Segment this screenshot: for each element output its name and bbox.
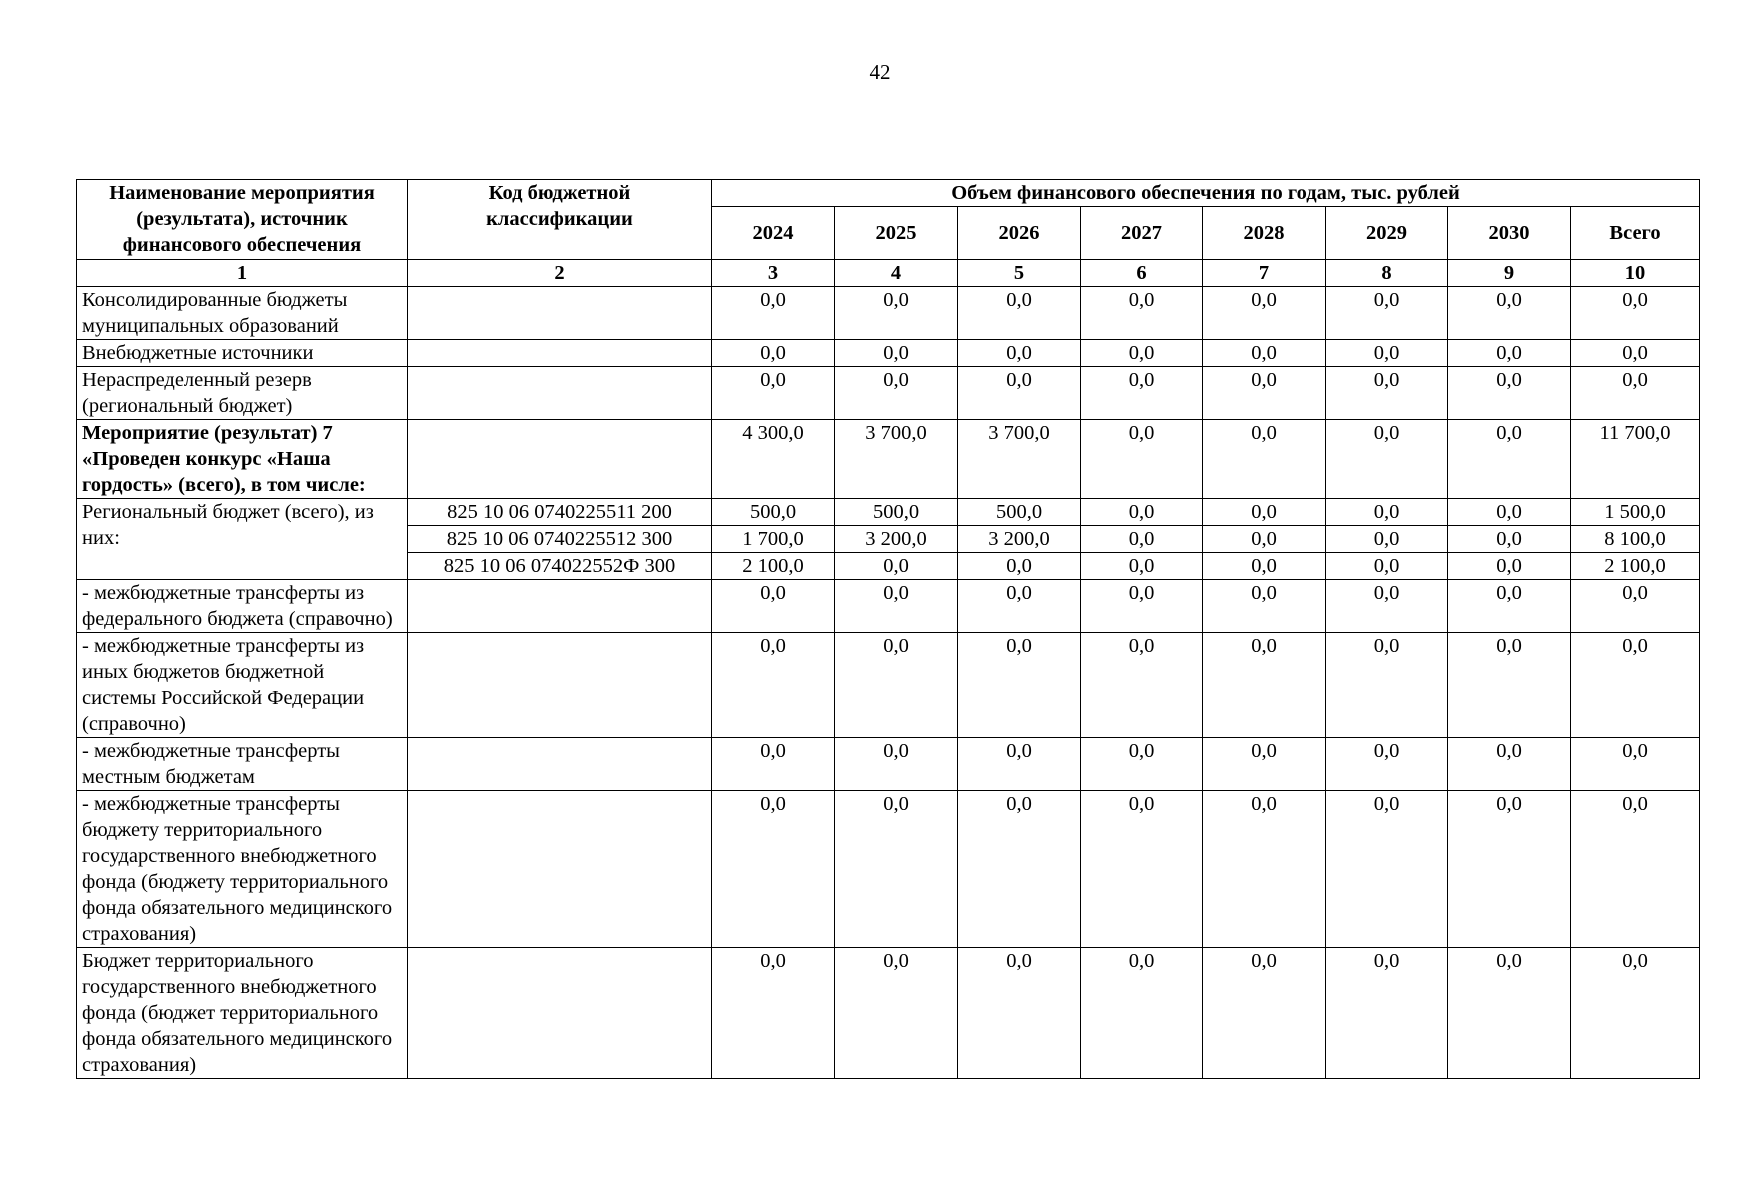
value-cell: 0,0 — [835, 287, 958, 340]
value-cell: 0,0 — [958, 340, 1081, 367]
value-cell: 500,0 — [958, 499, 1081, 526]
value-cell: 1 700,0 — [712, 526, 835, 553]
value-cell: 0,0 — [1326, 499, 1448, 526]
value-cell: 0,0 — [1081, 791, 1203, 948]
value-cell: 0,0 — [712, 367, 835, 420]
value-cell: 0,0 — [1448, 738, 1571, 791]
value-cell: 0,0 — [1081, 553, 1203, 580]
row-code: 825 10 06 0740225512 300 — [408, 526, 712, 553]
value-cell: 0,0 — [1081, 287, 1203, 340]
value-cell: 2 100,0 — [712, 553, 835, 580]
value-cell: 0,0 — [1203, 791, 1326, 948]
value-cell: 0,0 — [712, 287, 835, 340]
column-number: 10 — [1571, 260, 1700, 287]
value-cell: 0,0 — [712, 791, 835, 948]
table-row — [77, 580, 1700, 633]
header-total: Всего — [1571, 207, 1700, 260]
value-cell: 0,0 — [1081, 526, 1203, 553]
value-cell: 0,0 — [958, 580, 1081, 633]
value-cell: 0,0 — [958, 367, 1081, 420]
row-name: Региональный бюджет (всего), из них: — [77, 499, 408, 580]
value-cell: 0,0 — [1081, 633, 1203, 738]
value-cell: 0,0 — [835, 340, 958, 367]
row-code — [408, 367, 712, 420]
value-cell: 0,0 — [835, 791, 958, 948]
column-number: 3 — [712, 260, 835, 287]
value-cell: 0,0 — [1081, 580, 1203, 633]
value-cell: 0,0 — [1326, 791, 1448, 948]
total-cell: 0,0 — [1571, 367, 1700, 420]
value-cell: 0,0 — [1203, 553, 1326, 580]
value-cell: 0,0 — [835, 948, 958, 1079]
row-name: - межбюджетные трансферты из иных бюджетов бюджетной системы Российской Федерации (справочно) — [77, 633, 408, 738]
value-cell: 0,0 — [1203, 499, 1326, 526]
value-cell: 0,0 — [835, 367, 958, 420]
value-cell: 0,0 — [1081, 499, 1203, 526]
row-name: Консолидированные бюджеты муниципальных образований — [77, 287, 408, 340]
value-cell: 0,0 — [835, 580, 958, 633]
total-cell: 11 700,0 — [1571, 420, 1700, 499]
row-name: - межбюджетные трансферты из федерального бюджета (справочно) — [77, 580, 408, 633]
value-cell: 0,0 — [958, 791, 1081, 948]
value-cell: 0,0 — [958, 553, 1081, 580]
header-year-2028: 2028 — [1203, 207, 1326, 260]
value-cell: 500,0 — [712, 499, 835, 526]
value-cell: 0,0 — [1326, 367, 1448, 420]
column-number: 6 — [1081, 260, 1203, 287]
value-cell: 0,0 — [1326, 633, 1448, 738]
value-cell: 0,0 — [1203, 287, 1326, 340]
value-cell: 0,0 — [1448, 499, 1571, 526]
row-name: - межбюджетные трансферты бюджету территориального государственного внебюджетного фонда (бюджету территориального фонда обязательного медицинского страхования) — [77, 791, 408, 948]
total-cell: 0,0 — [1571, 340, 1700, 367]
table-header — [77, 180, 1700, 287]
total-cell: 0,0 — [1571, 580, 1700, 633]
total-cell: 0,0 — [1571, 287, 1700, 340]
value-cell: 0,0 — [1448, 948, 1571, 1079]
total-cell: 8 100,0 — [1571, 526, 1700, 553]
row-code — [408, 738, 712, 791]
row-name: Бюджет территориального государственного внебюджетного фонда (бюджет территориального фонда обязательного медицинского страхования) — [77, 948, 408, 1079]
header-year-2029: 2029 — [1326, 207, 1448, 260]
value-cell: 0,0 — [1448, 367, 1571, 420]
total-cell: 0,0 — [1571, 791, 1700, 948]
value-cell: 0,0 — [1203, 633, 1326, 738]
total-cell: 0,0 — [1571, 738, 1700, 791]
table-row — [77, 340, 1700, 367]
value-cell: 0,0 — [1448, 553, 1571, 580]
column-number: 2 — [408, 260, 712, 287]
value-cell: 0,0 — [1326, 526, 1448, 553]
value-cell: 0,0 — [712, 580, 835, 633]
value-cell: 0,0 — [1326, 420, 1448, 499]
value-cell: 0,0 — [1081, 738, 1203, 791]
row-code: 825 10 06 0740225511 200 — [408, 499, 712, 526]
table-body — [77, 287, 1700, 1079]
column-number: 7 — [1203, 260, 1326, 287]
header-name: Наименование мероприятия (результата), источник финансового обеспечения — [77, 180, 408, 260]
value-cell: 0,0 — [712, 948, 835, 1079]
value-cell: 0,0 — [1203, 580, 1326, 633]
table-row — [77, 791, 1700, 948]
total-cell: 1 500,0 — [1571, 499, 1700, 526]
value-cell: 0,0 — [712, 738, 835, 791]
value-cell: 0,0 — [712, 633, 835, 738]
header-volume: Объем финансового обеспечения по годам, тыс. рублей — [712, 180, 1700, 207]
column-number: 9 — [1448, 260, 1571, 287]
value-cell: 0,0 — [1448, 420, 1571, 499]
value-cell: 0,0 — [1448, 633, 1571, 738]
value-cell: 0,0 — [1081, 948, 1203, 1079]
total-cell: 0,0 — [1571, 633, 1700, 738]
value-cell: 0,0 — [835, 633, 958, 738]
value-cell: 3 200,0 — [835, 526, 958, 553]
value-cell: 0,0 — [835, 738, 958, 791]
value-cell: 0,0 — [1203, 420, 1326, 499]
row-code — [408, 340, 712, 367]
value-cell: 0,0 — [1203, 948, 1326, 1079]
column-number-row — [77, 260, 1700, 287]
table-row — [77, 948, 1700, 1079]
value-cell: 3 700,0 — [835, 420, 958, 499]
row-name: Внебюджетные источники — [77, 340, 408, 367]
column-number: 1 — [77, 260, 408, 287]
value-cell: 0,0 — [1326, 948, 1448, 1079]
value-cell: 0,0 — [1448, 340, 1571, 367]
row-code — [408, 791, 712, 948]
table-row — [77, 287, 1700, 340]
table-row — [77, 499, 1700, 526]
value-cell: 0,0 — [1081, 420, 1203, 499]
header-year-2026: 2026 — [958, 207, 1081, 260]
value-cell: 0,0 — [1203, 367, 1326, 420]
value-cell: 0,0 — [1081, 340, 1203, 367]
row-code — [408, 633, 712, 738]
table-row — [77, 633, 1700, 738]
value-cell: 0,0 — [712, 340, 835, 367]
header-year-2024: 2024 — [712, 207, 835, 260]
value-cell: 0,0 — [958, 948, 1081, 1079]
row-code — [408, 420, 712, 499]
total-cell: 0,0 — [1571, 948, 1700, 1079]
value-cell: 0,0 — [1448, 791, 1571, 948]
page-number: 42 — [869, 60, 891, 84]
value-cell: 3 700,0 — [958, 420, 1081, 499]
value-cell: 0,0 — [1326, 580, 1448, 633]
activity-name: Мероприятие (результат) 7 «Проведен конкурс «Наша гордость» (всего), в том числе: — [77, 420, 408, 499]
value-cell: 0,0 — [1203, 738, 1326, 791]
row-code — [408, 287, 712, 340]
header-code: Код бюджетной классификации — [408, 180, 712, 260]
financing-table — [76, 179, 1700, 1079]
row-code — [408, 580, 712, 633]
column-number: 5 — [958, 260, 1081, 287]
header-year-2025: 2025 — [835, 207, 958, 260]
value-cell: 0,0 — [1448, 580, 1571, 633]
value-cell: 0,0 — [835, 553, 958, 580]
value-cell: 0,0 — [1326, 340, 1448, 367]
row-code — [408, 948, 712, 1079]
table-row — [77, 420, 1700, 499]
value-cell: 0,0 — [958, 287, 1081, 340]
value-cell: 4 300,0 — [712, 420, 835, 499]
value-cell: 0,0 — [1081, 367, 1203, 420]
value-cell: 0,0 — [1326, 738, 1448, 791]
header-year-2027: 2027 — [1081, 207, 1203, 260]
row-name: Нераспределенный резерв (региональный бюджет) — [77, 367, 408, 420]
value-cell: 500,0 — [835, 499, 958, 526]
value-cell: 0,0 — [1326, 553, 1448, 580]
total-cell: 2 100,0 — [1571, 553, 1700, 580]
table-row — [77, 738, 1700, 791]
column-number: 4 — [835, 260, 958, 287]
row-name: - межбюджетные трансферты местным бюджетам — [77, 738, 408, 791]
row-code: 825 10 06 074022552Ф 300 — [408, 553, 712, 580]
value-cell: 0,0 — [1203, 340, 1326, 367]
value-cell: 0,0 — [958, 738, 1081, 791]
column-number: 8 — [1326, 260, 1448, 287]
table-row — [77, 367, 1700, 420]
value-cell: 0,0 — [958, 633, 1081, 738]
value-cell: 0,0 — [1326, 287, 1448, 340]
value-cell: 0,0 — [1448, 287, 1571, 340]
header-year-2030: 2030 — [1448, 207, 1571, 260]
value-cell: 3 200,0 — [958, 526, 1081, 553]
value-cell: 0,0 — [1448, 526, 1571, 553]
value-cell: 0,0 — [1203, 526, 1326, 553]
